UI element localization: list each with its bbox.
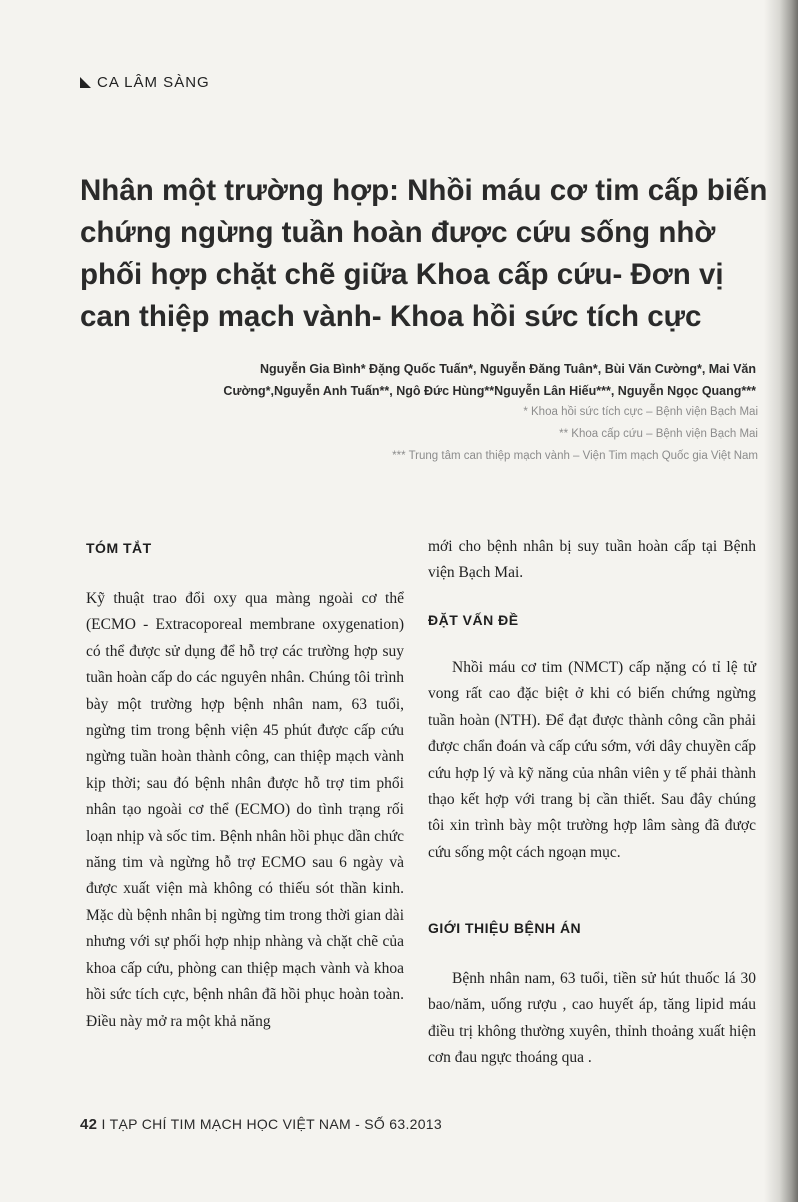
author-line-2: Cường*,Nguyễn Anh Tuấn**, Ngô Đức Hùng**Nguyễn Lân Hiếu***, Nguyễn Ngọc Quang***	[223, 384, 756, 398]
author-line-1: Nguyễn Gia Bình* Đặng Quốc Tuấn*, Nguyễn Đăng Tuân*, Bùi Văn Cường*, Mai Văn	[260, 362, 756, 376]
affiliation-1: * Khoa hồi sức tích cực – Bệnh viện Bạch Mai	[523, 406, 758, 418]
footer-separator: I	[101, 1116, 110, 1132]
intro-heading: ĐẶT VẤN ĐỀ	[428, 612, 519, 628]
abstract-continuation	[428, 534, 756, 587]
abstract-text: Kỹ thuật trao đổi oxy qua màng ngoài cơ thể (ECMO - Extracoporeal membrane oxygenation) có thể được sử dụng để hỗ trợ các trường hợp suy tuần hoàn cấp do các nguyên nhân. Chúng tôi trình bày một trường hợp bệnh nhân nam, 63 tuổi, ngừng tim trong bệnh viện 45 phút được cấp cứu ngừng tuần hoàn thành công, can thiệp mạch vành kịp thời; sau đó bệnh nhân được hỗ trợ tim phổi nhân tạo ngoài cơ thể (ECMO) do tình trạng rối loạn nhịp và sốc tim. Bệnh nhân hồi phục dần chức năng tim và ngừng hỗ trợ ECMO sau 6 ngày và được xuất viện mà không có thiếu sót thần kinh. Mặc dù bệnh nhân bị ngừng tim trong thời gian dài nhưng với sự phối hợp nhịp nhàng và chặt chẽ của khoa cấp cứu, phòng can thiệp mạch vành và khoa hồi sức tích cực, bệnh nhân đã hồi phục hoàn toàn. Điều này mở ra một khả năng	[86, 590, 404, 1030]
section-header	[80, 74, 210, 91]
affiliation-3: *** Trung tâm can thiệp mạch vành – Viện Tim mạch Quốc gia Việt Nam	[392, 450, 758, 462]
abstract-heading: TÓM TẮT	[86, 540, 152, 556]
triangle-marker-icon	[80, 77, 91, 88]
page-number: 42	[80, 1116, 98, 1133]
abstract-continuation-text: mới cho bệnh nhân bị suy tuần hoàn cấp tại Bệnh viện Bạch Mai.	[428, 538, 756, 582]
page-footer	[80, 1116, 442, 1133]
affiliation-2: ** Khoa cấp cứu – Bệnh viện Bạch Mai	[559, 428, 758, 440]
abstract-body	[86, 586, 404, 1035]
case-heading: GIỚI THIỆU BỆNH ÁN	[428, 920, 582, 936]
article-title: Nhân một trường hợp: Nhồi máu cơ tim cấp biến chứng ngừng tuần hoàn được cứu sống nhờ phối hợp chặt chẽ giữa Khoa cấp cứu- Đơn vị can thiệp mạch vành- Khoa hồi sức tích cực	[80, 174, 768, 333]
section-label: CA LÂM SÀNG	[97, 74, 210, 91]
intro-body	[428, 655, 756, 866]
journal-name: TẠP CHÍ TIM MẠCH HỌC VIỆT NAM - SỐ 63.2013	[109, 1116, 442, 1132]
case-body	[428, 966, 756, 1072]
case-text: Bệnh nhân nam, 63 tuổi, tiền sử hút thuốc lá 30 bao/năm, uống rượu , cao huyết áp, tăng lipid máu điều trị không thường xuyên, thỉnh thoảng xuất hiện cơn đau ngực thoáng qua .	[428, 970, 756, 1067]
author-list	[80, 358, 756, 402]
intro-text: Nhồi máu cơ tim (NMCT) cấp nặng có tỉ lệ tử vong rất cao đặc biệt ở khi có biến chứng ngừng tuần hoàn (NTH). Để đạt được thành công cần phải được chẩn đoán và cấp cứu sớm, với dây chuyền cấp cứu hợp lý và kỹ năng của nhân viên y tế phải thành thạo kết hợp với trang bị cần thiết. Sau đây chúng tôi xin trình bày một trường hợp lâm sàng đã được cứu sống một cách ngoạn mục.	[428, 659, 756, 861]
